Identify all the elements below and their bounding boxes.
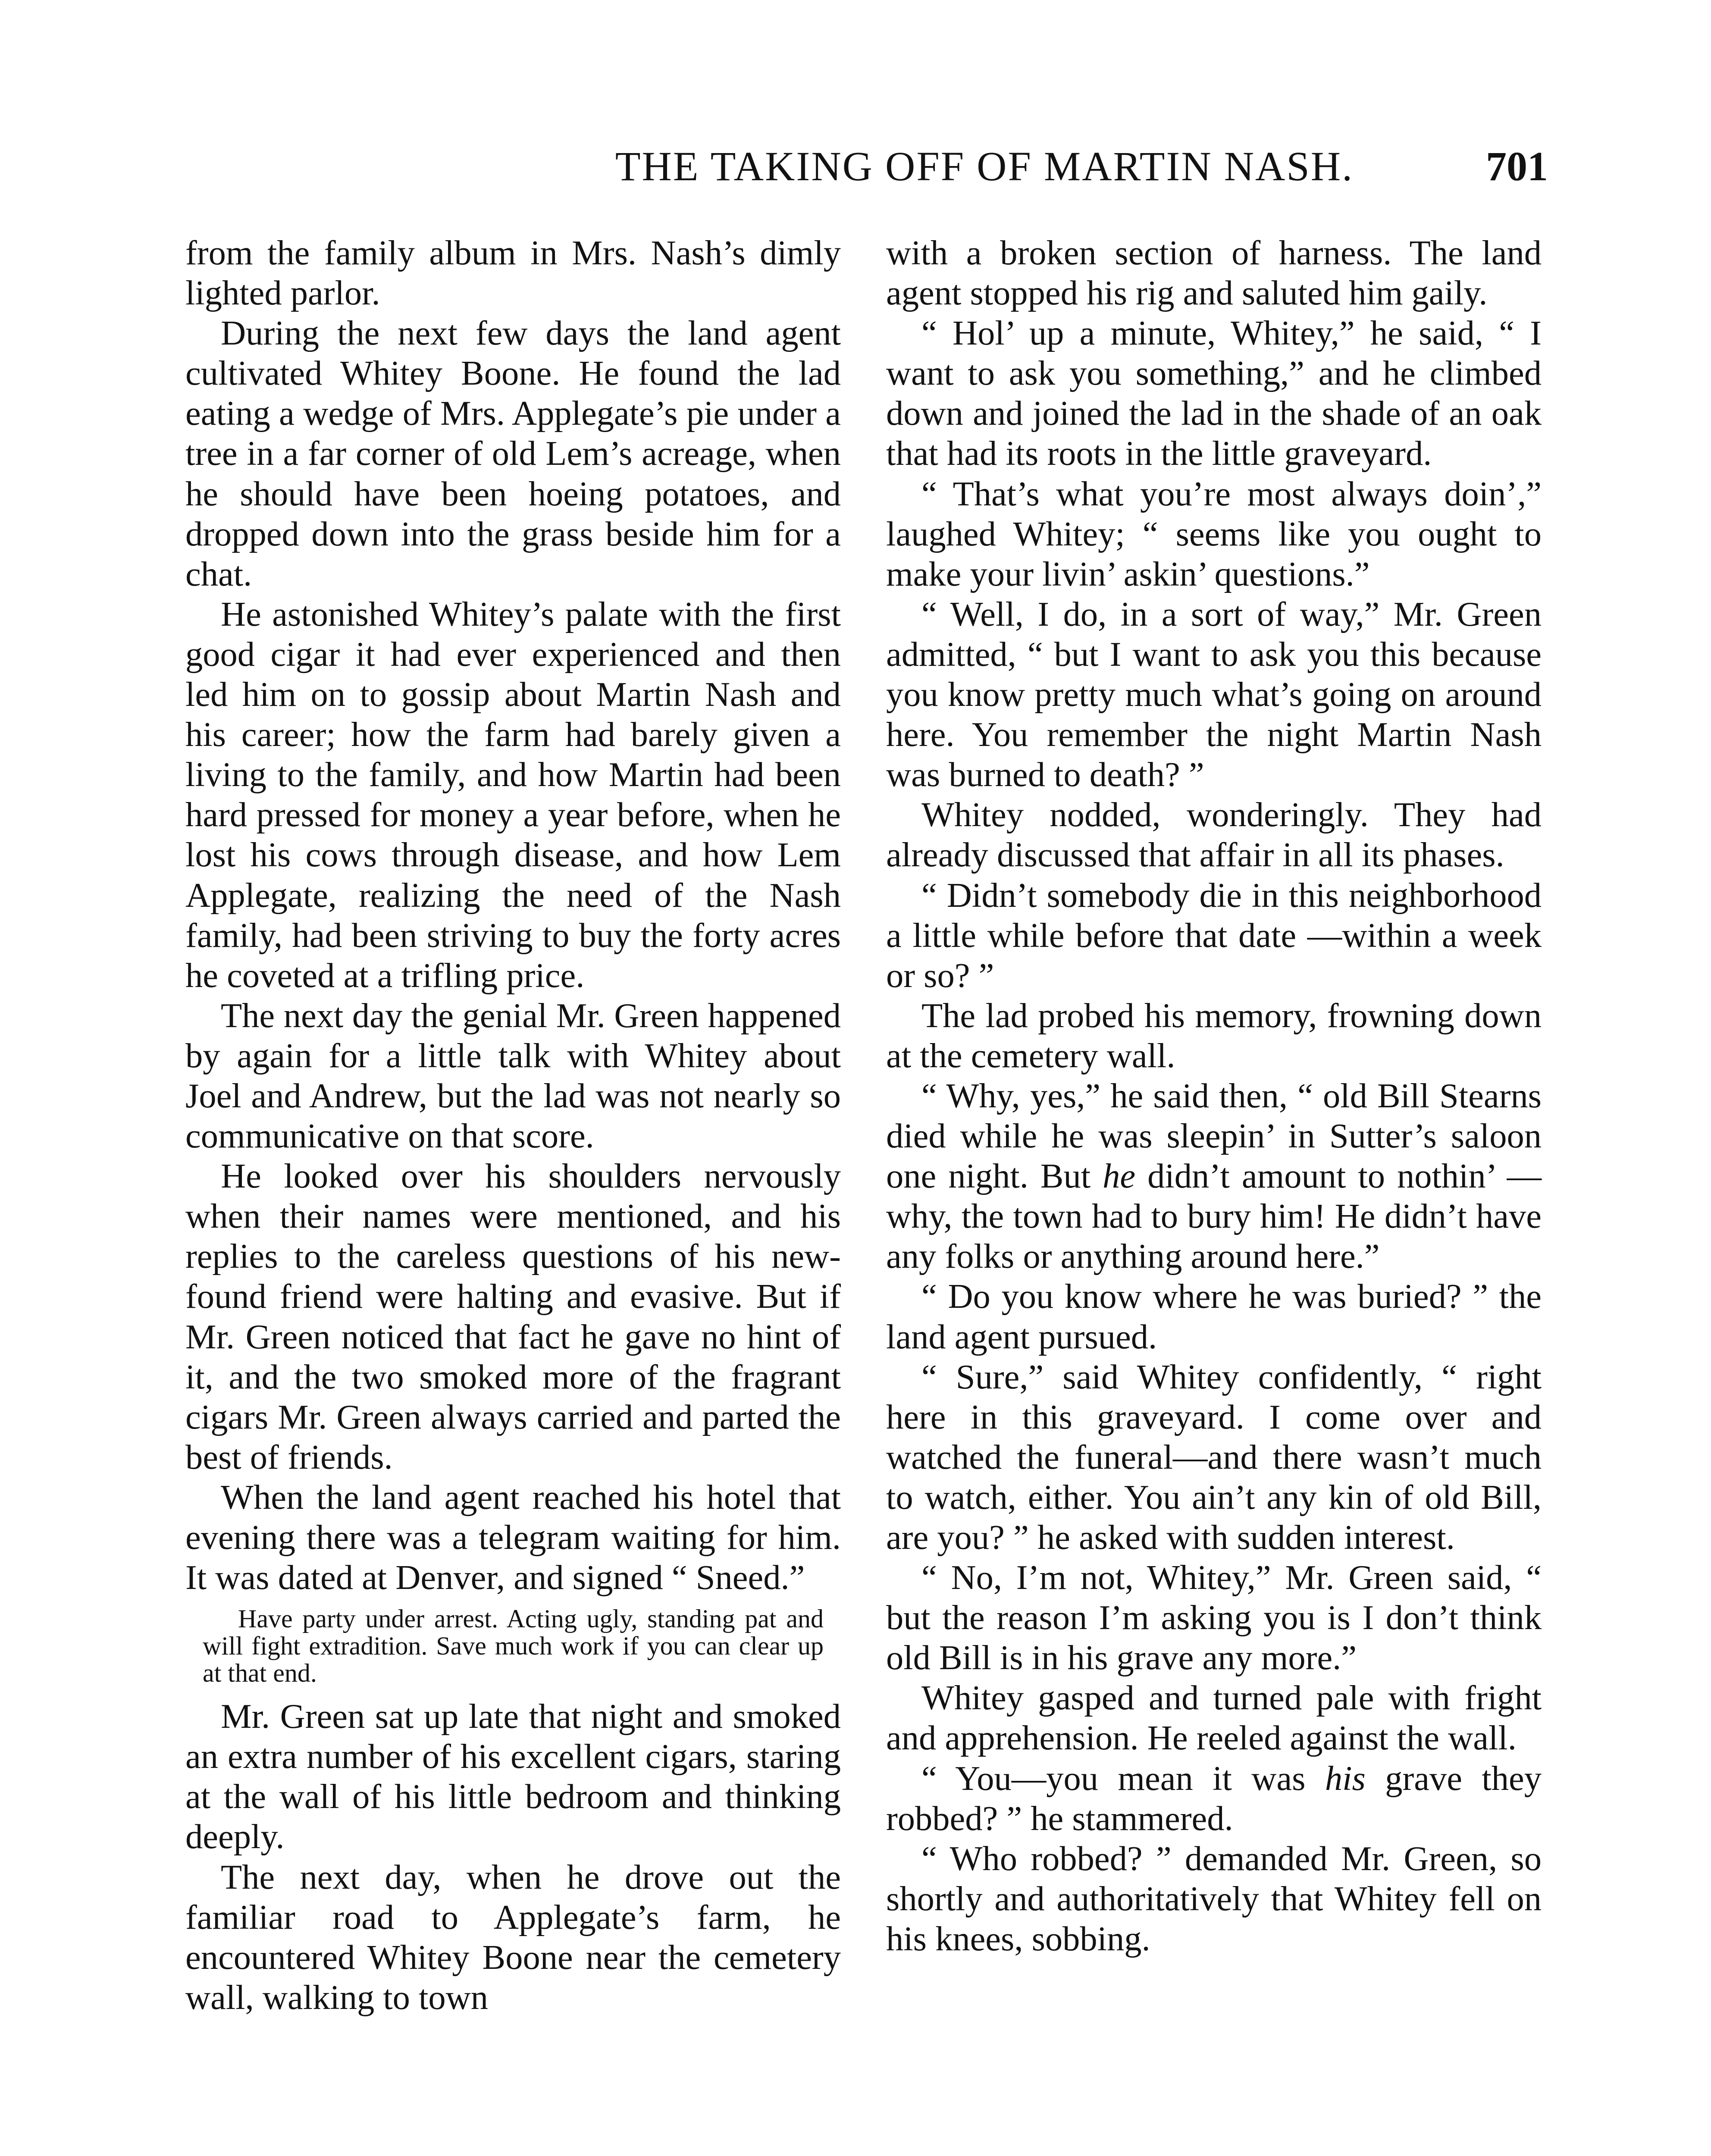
paragraph: The lad probed his memory, frowning down at the cemetery wall. [886, 996, 1542, 1075]
paragraph: During the next few days the land agent cultivated Whitey Boone. He found the lad eating a wedge of Mrs. Applegate’s pie under a tree in a far corner of old Lem’s acreage, when he should have been hoeing potatoes, and dropped down into the grass beside him for a chat. [185, 314, 841, 593]
text-run: didn’t amount to nothin’ — why, the town had to bury him! He didn’t have any folks or anything around here.” [886, 1157, 1542, 1276]
paragraph: from the family album in Mrs. Nash’s dimly lighted parlor. [185, 234, 841, 313]
paragraph: “ That’s what you’re most always doin’,” laughed Whitey; “ seems like you ought to make your livin’ askin’ questions.” [886, 474, 1542, 593]
paragraph: The next day the genial Mr. Green happened by again for a little talk with Whitey about Joel and Andrew, but the lad was not nearly so communicative on that score. [185, 996, 841, 1156]
left-column [185, 233, 841, 2018]
text-run: grave they robbed? ” he stammered. [886, 1759, 1542, 1838]
paragraph [886, 1076, 1542, 1276]
text-run: “ You—you mean it was [921, 1759, 1325, 1798]
running-head: THE TAKING OFF OF MARTIN NASH. [615, 143, 1354, 189]
paragraph: “ No, I’m not, Whitey,” Mr. Green said, “ but the reason I’m asking you is I don’t think old Bill is in his grave any more.” [886, 1558, 1542, 1677]
paragraph: “ Who robbed? ” demanded Mr. Green, so shortly and authoritatively that Whitey fell on his knees, sobbing. [886, 1839, 1542, 1958]
paragraph: “ Well, I do, in a sort of way,” Mr. Green admitted, “ but I want to ask you this because you know pretty much what’s going on around here. You remember the night Martin Nash was burned to death? ” [886, 595, 1542, 794]
paragraph: Mr. Green sat up late that night and smoked an extra number of his excellent cigars, staring at the wall of his little bedroom and thinking deeply. [185, 1697, 841, 1856]
paragraph: He astonished Whitey’s palate with the first good cigar it had ever experienced and then led him on to gossip about Martin Nash and his career; how the farm had barely given a living to the family, and how Martin had been hard pressed for money a year before, when he lost his cows through disease, and how Lem Applegate, realizing the need of the Nash family, had been striving to buy the forty acres he coveted at a trifling price. [185, 595, 841, 995]
emphasis: he [1103, 1157, 1136, 1196]
paragraph: “ Sure,” said Whitey confidently, “ right here in this graveyard. I come over and watched the funeral—and there wasn’t much to watch, either. You ain’t any kin of old Bill, are you? ” he asked with sudden interest. [886, 1357, 1542, 1557]
paragraph: When the land agent reached his hotel that evening there was a telegram waiting for him. It was dated at Denver, and signed “ Sneed.” [185, 1478, 841, 1597]
paragraph: “ Hol’ up a minute, Whitey,” he said, “ I want to ask you something,” and he climbed down and joined the lad in the shade of an oak that had its roots in the little graveyard. [886, 314, 1542, 473]
emphasis: his [1325, 1759, 1366, 1798]
page-number: 701 [1486, 143, 1548, 189]
paragraph: “ Do you know where he was buried? ” the land agent pursued. [886, 1277, 1542, 1356]
right-column [886, 233, 1542, 1959]
paragraph: with a broken section of harness. The land agent stopped his rig and saluted him gaily. [886, 234, 1542, 313]
paragraph: Whitey nodded, wonderingly. They had already discussed that affair in all its phases. [886, 796, 1542, 874]
paragraph: “ Didn’t somebody die in this neighborhood a little while before that date —within a week or so? ” [886, 876, 1542, 995]
paragraph: Whitey gasped and turned pale with fright and apprehension. He reeled against the wall. [886, 1679, 1542, 1758]
paragraph: He looked over his shoulders nervously when their names were mentioned, and his replies to the careless questions of his new-found friend were halting and evasive. But if Mr. Green noticed that fact he gave no hint of it, and the two smoked more of the fragrant cigars Mr. Green always carried and parted the best of friends. [185, 1157, 841, 1476]
paragraph [886, 1758, 1542, 1839]
text-run: “ Why, yes,” he said then, “ old Bill Stearns died while he was sleepin’ in Sutter’s saloon one night. But [886, 1076, 1542, 1196]
telegram-quote: Have party under arrest. Acting ugly, standing pat and will fight extradition. Save much work if you can clear up at that end. [203, 1604, 824, 1688]
paragraph: The next day, when he drove out the familiar road to Applegate’s farm, he encountered Whitey Boone near the cemetery wall, walking to town [185, 1858, 841, 2017]
